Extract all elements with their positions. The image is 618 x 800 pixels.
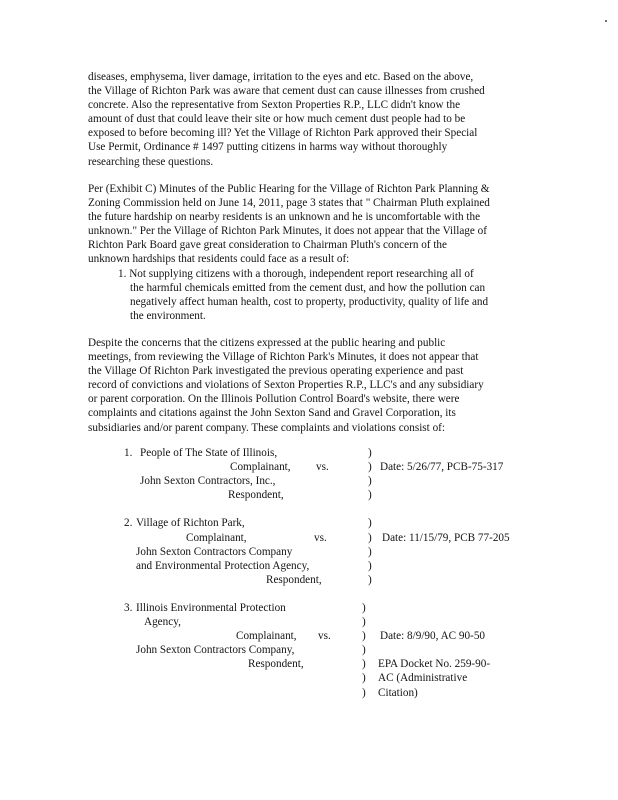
paragraph-2 [88,182,534,323]
respondent-label: Respondent, [266,574,322,586]
bracket: ) [368,475,372,487]
text-line: subsidiaries and/or parent company. These complaints and violations consist of: [88,421,445,434]
text-line: unknown." Per the Village of Richton Park Minutes, it does not appear that the Village of [88,225,487,238]
respondent-name: and Environmental Protection Agency, [136,560,310,572]
bracket: ) [368,489,372,501]
text-line: record of convictions and violations of Sexton Properties R.P., LLC's and any subsidiary [88,379,484,392]
numbered-list [88,267,534,323]
bracket: ) [368,574,372,586]
bracket: ) [368,447,372,459]
complainant-label: Complainant, [186,532,247,544]
bracket: ) [368,517,372,529]
text-line: unknown hardships that residents could face as a result of: [88,253,350,266]
complainant-name: People of The State of Illinois, [140,447,278,459]
complainant-label: Complainant, [230,461,291,473]
text-line: Despite the concerns that the citizens expressed at the public hearing and public [88,337,446,349]
list-item-line: 1. Not supplying citizens with a thorough, independent report researching all of [118,267,474,280]
text-line: Use Permit, Ordinance # 1497 putting citizens in harms way without thoroughly [88,141,448,154]
bracket: ) [368,532,372,544]
text-line: the future hardship on nearby residents is an unknown and he is uncomfortable with the [88,211,481,224]
case-date: Date: 11/15/79, PCB 77-205 [382,532,510,544]
case-number: 3. [124,602,133,614]
text-line: diseases, emphysema, liver damage, irritation to the eyes and etc. Based on the above, [88,71,474,83]
bracket: ) [362,672,366,684]
text-line: meetings, from reviewing the Village of Richton Park's Minutes, it does not appear that [88,351,479,364]
versus-label: vs. [318,630,331,642]
text-line: Zoning Commission held on June 14, 2011, page 3 states that " Chairman Pluth explained [88,197,490,210]
complainant-name: Illinois Environmental Protection [136,602,286,614]
bracket: ) [368,461,372,473]
list-item-line: negatively affect human health, cost to property, productivity, quality of life and [130,295,489,308]
versus-label: vs. [314,532,327,544]
text-line: the Village of Richton Park was aware that cement dust can cause illnesses from crushed [88,85,485,98]
case-docket: AC (Administrative [378,672,468,684]
text-line: researching these questions. [88,155,214,168]
text-line: complaints and citations against the John Sexton Sand and Gravel Corporation, its [88,407,456,420]
bracket: ) [362,687,366,699]
bracket: ) [362,630,366,642]
versus-label: vs. [316,461,329,473]
text-line: Richton Park Board gave great consideration to Chairman Pluth's concern of the [88,239,447,252]
text-line: concrete. Also the representative from Sexton Properties R.P., LLC didn't know the [88,99,461,112]
bracket: ) [368,560,372,572]
list-item-line: the harmful chemicals emitted from the cement dust, and how the pollution can [130,281,486,294]
respondent-name: John Sexton Contractors Company [136,546,293,558]
case-docket: Citation) [378,687,418,699]
case-docket: EPA Docket No. 259-90- [378,658,491,670]
complainant-label: Complainant, [236,630,297,642]
case-number: 1. [124,447,133,459]
bracket: ) [362,658,366,670]
respondent-label: Respondent, [248,658,304,670]
bracket: ) [362,602,366,614]
respondent-label: Respondent, [228,489,284,501]
text-line: exposed to before becoming ill? Yet the Village of Richton Park approved their Special [88,127,478,140]
case-date: Date: 5/26/77, PCB-75-317 [380,461,504,473]
paragraph-3 [88,336,534,435]
case-date: Date: 8/9/90, AC 90-50 [380,630,486,642]
text-line: or parent corporation. On the Illinois Pollution Control Board's website, there were [88,393,460,406]
paragraph-1 [88,70,534,169]
complainant-name: Agency, [144,616,181,628]
respondent-name: John Sexton Contractors, Inc., [140,475,276,487]
case-number: 2. [124,517,133,529]
bracket: ) [362,644,366,656]
respondent-name: John Sexton Contractors Company, [136,644,295,656]
text-line: amount of dust that could leave their site or how much cement dust people had to be [88,113,466,126]
bracket: ) [362,616,366,628]
bracket: ) [368,546,372,558]
text-line: the Village Of Richton Park investigated the previous operating experience and past [88,365,464,378]
list-item-line: the environment. [130,309,206,322]
scan-speck [605,20,607,22]
text-line: Per (Exhibit C) Minutes of the Public Hearing for the Village of Richton Park Planning & [88,183,490,195]
complainant-name: Village of Richton Park, [136,517,245,529]
